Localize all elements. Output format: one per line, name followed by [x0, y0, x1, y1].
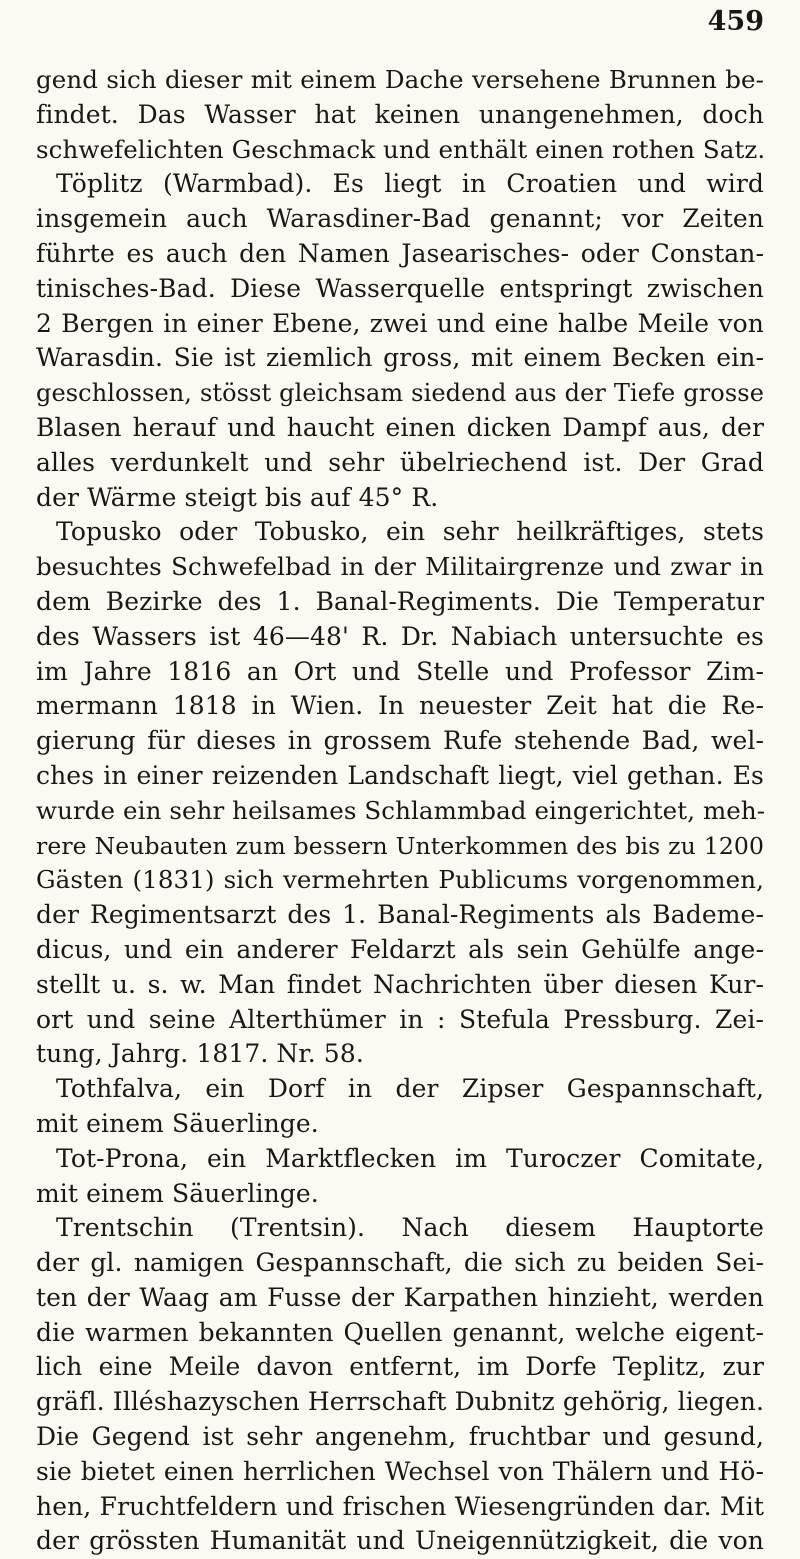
- text-line: mermann 1818 in Wien. In neuester Zeit hat die Re-: [36, 691, 764, 721]
- text-line: des Wassers ist 46—48' R. Dr. Nabiach untersuchte es: [36, 621, 764, 651]
- text-line: gend sich dieser mit einem Dache versehene Brunnen be-: [36, 65, 764, 94]
- text-line: die warmen bekannten Quellen genannt, welche eigent-: [36, 1317, 764, 1347]
- text-line: Gästen (1831) sich vermehrten Publicums vorgenommen,: [36, 865, 764, 895]
- text-line: tinisches-Bad. Diese Wasserquelle entspringt zwischen: [36, 273, 764, 303]
- entry-heading-tot-prona: Tot-Prona, ein Marktflecken im Turoczer Comitate,: [56, 1143, 764, 1173]
- body-text: [36, 63, 764, 1559]
- text-line: mit einem Säuerlinge.: [36, 1178, 319, 1208]
- text-line: 2 Bergen in einer Ebene, zwei und eine halbe Meile von: [36, 308, 764, 338]
- text-line: Warasdin. Sie ist ziemlich gross, mit einem Becken ein-: [36, 343, 764, 373]
- text-line: im Jahre 1816 an Ort und Stelle und Professor Zim-: [36, 656, 764, 686]
- text-line: schwefelichten Geschmack und enthält einen rothen Satz.: [36, 134, 766, 164]
- text-line: besuchtes Schwefelbad in der Militairgrenze und zwar in: [36, 552, 764, 582]
- text-line: dicus, und ein anderer Feldarzt als sein Gehülfe ange-: [36, 934, 764, 964]
- text-line: wurde ein sehr heilsames Schlammbad eingerichtet, meh-: [36, 795, 766, 825]
- text-line: alles verdunkelt und sehr übelriechend ist. Der Grad: [36, 447, 764, 477]
- text-line: ches in einer reizenden Landschaft liegt, viel gethan. Es: [36, 760, 764, 790]
- text-line: insgemein auch Warasdiner-Bad genannt; vor Zeiten: [36, 204, 764, 234]
- entry-heading-tothfalva: Tothfalva, ein Dorf in der Zipser Gespannschaft,: [56, 1074, 764, 1104]
- text-line: findet. Das Wasser hat keinen unangenehmen, doch: [36, 99, 764, 129]
- page-number: 459: [707, 6, 764, 37]
- text-line: der Wärme steigt bis auf 45° R.: [36, 482, 439, 512]
- text-line: sie bietet einen herrlichen Wechsel von Thälern und Hö-: [36, 1456, 764, 1486]
- text-line: Die Gegend ist sehr angenehm, fruchtbar und gesund,: [36, 1422, 764, 1452]
- text-line: mit einem Säuerlinge.: [36, 1108, 319, 1138]
- text-line: gräfl. Illéshazyschen Herrschaft Dubnitz gehörig, liegen.: [36, 1387, 764, 1417]
- text-line: der Regimentsarzt des 1. Banal-Regiments als Bademe-: [36, 900, 764, 930]
- text-line: führte es auch den Namen Jasearisches- oder Constan-: [36, 238, 764, 268]
- text-line: stellt u. s. w. Man findet Nachrichten über diesen Kur-: [36, 969, 764, 999]
- text-line: gierung für dieses in grossem Rufe stehende Bad, wel-: [36, 726, 764, 756]
- text-line: der gl. namigen Gespannschaft, die sich zu beiden Sei-: [36, 1248, 764, 1278]
- text-line: hen, Fruchtfeldern und frischen Wiesengründen dar. Mit: [36, 1491, 764, 1521]
- entry-heading-trentschin: Trentschin (Trentsin). Nach diesem Hauptorte: [56, 1213, 764, 1243]
- text-line: ten der Waag am Fusse der Karpathen hinzieht, werden: [36, 1282, 764, 1312]
- entry-heading-toplitz: Töplitz (Warmbad). Es liegt in Croatien und wird: [56, 169, 764, 199]
- text-line: rere Neubauten zum bessern Unterkommen des bis zu 1200: [36, 831, 764, 860]
- text-line: lich eine Meile davon entfernt, im Dorfe Teplitz, zur: [36, 1352, 764, 1382]
- entry-heading-topusko: Topusko oder Tobusko, ein sehr heilkräftiges, stets: [56, 517, 764, 547]
- text-line: dem Bezirke des 1. Banal-Regiments. Die Temperatur: [36, 586, 764, 616]
- text-line: geschlossen, stösst gleichsam siedend aus der Tiefe grosse: [36, 379, 764, 408]
- text-line: Blasen herauf und haucht einen dicken Dampf aus, der: [36, 412, 764, 442]
- text-line: ort und seine Alterthümer in : Stefula Pressburg. Zei-: [36, 1004, 764, 1034]
- text-line: tung, Jahrg. 1817. Nr. 58.: [36, 1039, 364, 1069]
- text-line: der grössten Humanität und Uneigennützigkeit, die von: [36, 1526, 764, 1556]
